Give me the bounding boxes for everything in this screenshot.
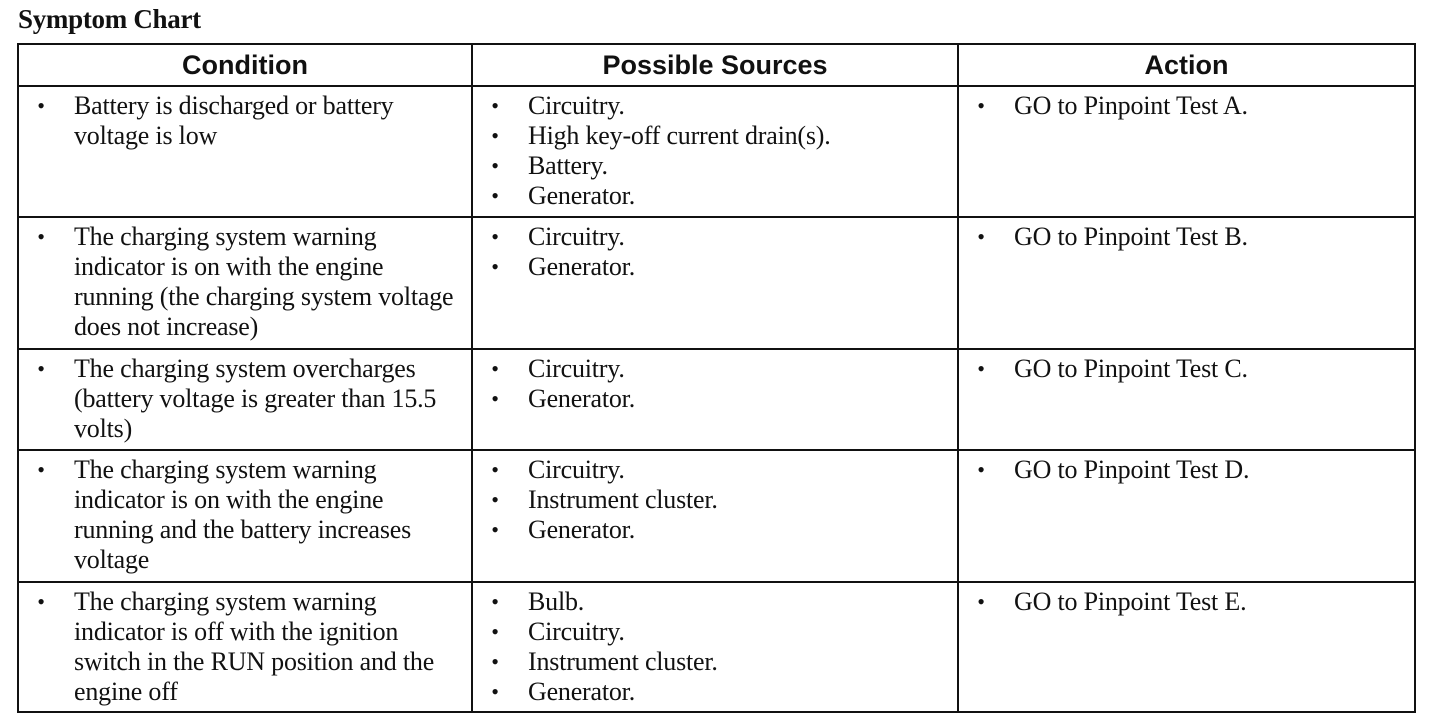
action-cell bbox=[958, 450, 1415, 582]
source-text: Circuitry. bbox=[528, 617, 625, 646]
list-item bbox=[473, 617, 951, 647]
action-cell bbox=[958, 86, 1415, 217]
bullet-icon: • bbox=[977, 589, 985, 614]
list-item bbox=[19, 91, 465, 151]
action-text: GO to Pinpoint Test C. bbox=[1014, 354, 1248, 383]
table-row bbox=[18, 86, 1415, 217]
list-item bbox=[19, 354, 465, 444]
condition-cell bbox=[18, 450, 472, 582]
condition-text: The charging system overcharges (battery voltage is greater than 15.5 volts) bbox=[74, 354, 437, 443]
bullet-icon: • bbox=[977, 356, 985, 381]
bullet-icon: • bbox=[37, 224, 45, 249]
list-item bbox=[473, 151, 951, 181]
source-text: Generator. bbox=[528, 677, 636, 706]
table-row bbox=[18, 582, 1415, 712]
source-text: Circuitry. bbox=[528, 91, 625, 120]
bullet-icon: • bbox=[491, 457, 499, 482]
bullet-icon: • bbox=[491, 619, 499, 644]
bullet-icon: • bbox=[491, 123, 499, 148]
list-item bbox=[473, 222, 951, 252]
source-text: High key-off current drain(s). bbox=[528, 121, 831, 150]
bullet-icon: • bbox=[491, 254, 499, 279]
list-item bbox=[473, 354, 951, 384]
source-text: Instrument cluster. bbox=[528, 485, 718, 514]
bullet-icon: • bbox=[491, 224, 499, 249]
bullet-icon: • bbox=[491, 356, 499, 381]
sources-cell bbox=[472, 582, 958, 712]
bullet-icon: • bbox=[491, 386, 499, 411]
source-text: Generator. bbox=[528, 515, 636, 544]
table-row bbox=[18, 217, 1415, 349]
action-cell bbox=[958, 582, 1415, 712]
source-text: Generator. bbox=[528, 384, 636, 413]
bullet-icon: • bbox=[37, 356, 45, 381]
sources-cell bbox=[472, 86, 958, 217]
source-text: Generator. bbox=[528, 181, 636, 210]
condition-text: The charging system warning indicator is on with the engine running and the battery increases voltage bbox=[74, 455, 412, 574]
bullet-icon: • bbox=[491, 679, 499, 704]
bullet-icon: • bbox=[491, 589, 499, 614]
list-item bbox=[473, 515, 951, 545]
list-item bbox=[473, 485, 951, 515]
bullet-icon: • bbox=[491, 649, 499, 674]
action-text: GO to Pinpoint Test D. bbox=[1014, 455, 1250, 484]
list-item bbox=[473, 181, 951, 211]
list-item bbox=[473, 121, 951, 151]
bullet-icon: • bbox=[491, 93, 499, 118]
condition-cell bbox=[18, 86, 472, 217]
list-item bbox=[19, 222, 465, 342]
header-action: Action bbox=[958, 44, 1415, 86]
list-item bbox=[473, 647, 951, 677]
header-possible-sources: Possible Sources bbox=[472, 44, 958, 86]
sources-cell bbox=[472, 217, 958, 349]
header-condition: Condition bbox=[18, 44, 472, 86]
list-item bbox=[959, 354, 1408, 384]
action-text: GO to Pinpoint Test B. bbox=[1014, 222, 1248, 251]
bullet-icon: • bbox=[37, 589, 45, 614]
list-item bbox=[473, 252, 951, 282]
condition-text: The charging system warning indicator is off with the ignition switch in the RUN position and the engine off bbox=[74, 587, 435, 706]
table-row bbox=[18, 450, 1415, 582]
source-text: Instrument cluster. bbox=[528, 647, 718, 676]
symptom-table bbox=[17, 43, 1416, 713]
source-text: Circuitry. bbox=[528, 455, 625, 484]
list-item bbox=[473, 587, 951, 617]
list-item bbox=[19, 455, 465, 575]
bullet-icon: • bbox=[37, 457, 45, 482]
action-text: GO to Pinpoint Test E. bbox=[1014, 587, 1247, 616]
source-text: Bulb. bbox=[528, 587, 585, 616]
source-text: Generator. bbox=[528, 252, 636, 281]
action-cell bbox=[958, 217, 1415, 349]
source-text: Battery. bbox=[528, 151, 608, 180]
bullet-icon: • bbox=[491, 487, 499, 512]
bullet-icon: • bbox=[977, 93, 985, 118]
table-row bbox=[18, 349, 1415, 450]
sources-cell bbox=[472, 349, 958, 450]
bullet-icon: • bbox=[491, 517, 499, 542]
bullet-icon: • bbox=[977, 457, 985, 482]
list-item bbox=[959, 91, 1408, 121]
source-text: Circuitry. bbox=[528, 222, 625, 251]
action-cell bbox=[958, 349, 1415, 450]
condition-text: Battery is discharged or battery voltage is low bbox=[74, 91, 394, 150]
list-item bbox=[473, 91, 951, 121]
source-text: Circuitry. bbox=[528, 354, 625, 383]
list-item bbox=[959, 222, 1408, 252]
list-item bbox=[959, 587, 1408, 617]
list-item bbox=[473, 384, 951, 414]
condition-text: The charging system warning indicator is on with the engine running (the charging system voltage does not increase) bbox=[74, 222, 454, 341]
bullet-icon: • bbox=[491, 183, 499, 208]
page-title: Symptom Chart bbox=[18, 4, 201, 34]
condition-cell bbox=[18, 217, 472, 349]
list-item bbox=[473, 677, 951, 707]
bullet-icon: • bbox=[37, 93, 45, 118]
sources-cell bbox=[472, 450, 958, 582]
list-item bbox=[959, 455, 1408, 485]
condition-cell bbox=[18, 349, 472, 450]
list-item bbox=[473, 455, 951, 485]
condition-cell bbox=[18, 582, 472, 712]
action-text: GO to Pinpoint Test A. bbox=[1014, 91, 1248, 120]
bullet-icon: • bbox=[491, 153, 499, 178]
list-item bbox=[19, 587, 465, 707]
table-header-row bbox=[18, 44, 1415, 86]
bullet-icon: • bbox=[977, 224, 985, 249]
